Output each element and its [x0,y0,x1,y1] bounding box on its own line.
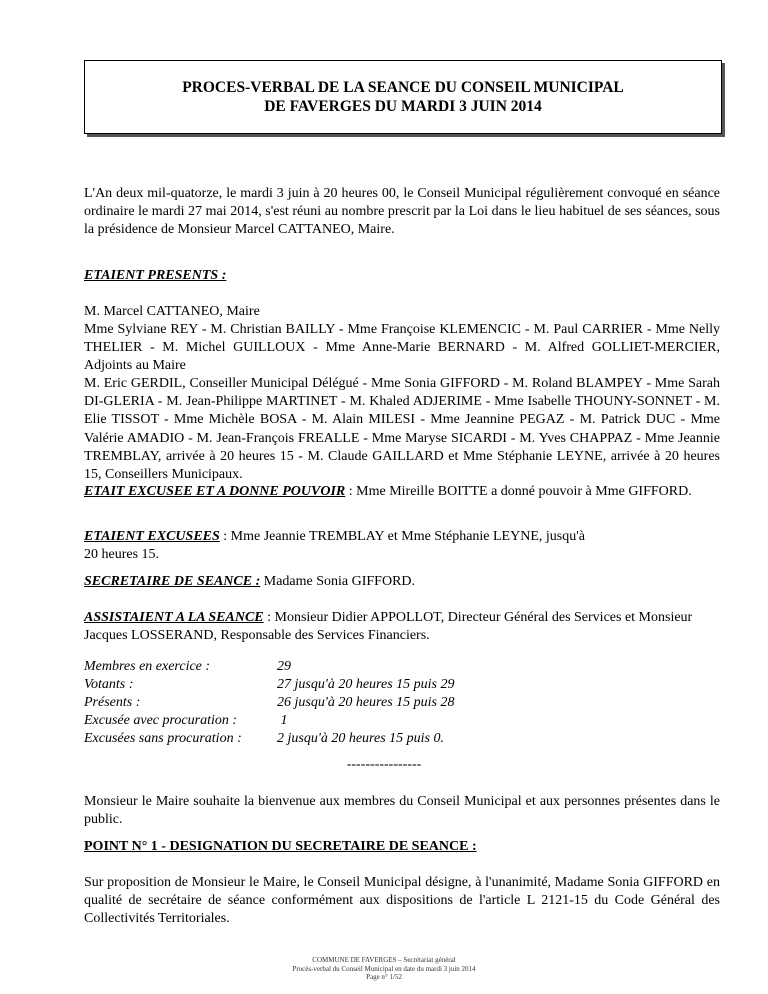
stats-row [84,676,454,694]
section-separator: ---------------- [346,757,422,772]
footer-line-1: COMMUNE DE FAVERGES – Secrétariat général [312,956,456,964]
stats-row [84,658,454,676]
presents-conseillers: M. Eric GERDIL, Conseiller Municipal Délégué - Mme Sonia GIFFORD - M. Roland BLAMPEY - Mme Sarah DI-GLERIA - M. Jean-Philippe MARTINET - M. Khaled ADJERIME - Mme Isabelle THOUNY-SONNET - M. Elie TISSOT - Mme Michèle BOSA - M. Alain MILESI - Mme Jeannine PEGAZ - M. Patrick DUC - Mme Valérie AMADIO - M. Jean-François FREALLE - Mme Maryse SICARDI - M. Yves CHAPPAZ - Mme Jeannie TREMBLAY, arrivée à 20 heures 15 - M. Claude GAILLARD et Mme Stéphanie LEYNE, arrivée à 20 heures 15, Conseillers Municipaux. [84,376,720,483]
stats-value: 29 [277,659,291,674]
excusee-pouvoir-paragraph [84,483,720,501]
point1-paragraph: Sur proposition de Monsieur le Maire, le Conseil Municipal désigne, à l'unanimité, Madame Sonia GIFFORD en qualité de secrétaire de séance conformément aux dispositions de l'article L 2121-15 du Code Général des Collectivités Territoriales. [84,875,720,927]
point1-heading [84,838,720,856]
footer-page-number: Page n° 1/52 [366,973,402,981]
stats-row [84,730,454,748]
point1-heading-label: POINT N° 1 - DESIGNATION DU SECRETAIRE DE SEANCE : [84,839,477,854]
stats-row [84,712,454,730]
excusees-text-1: : Mme Jeannie TREMBLAY et Mme Stéphanie LEYNE, jusqu'à [219,529,585,544]
assistaient-paragraph [84,609,720,645]
stats-label: Membres en exercice : [84,659,211,674]
excusee-pouvoir-text: : Mme Mireille BOITTE a donné pouvoir à Mme GIFFORD. [345,484,692,499]
presents-maire: M. Marcel CATTANEO, Maire [84,304,260,319]
intro-paragraph: L'An deux mil-quatorze, le mardi 3 juin à 20 heures 00, le Conseil Municipal régulièrement convoqué en séance ordinaire le mardi 27 mai 2014, s'est réuni au nombre prescrit par la Loi dans le lieu habituel de ses séances, sous la présidence de Monsieur Marcel CATTANEO, Maire. [84,186,720,238]
bienvenue-paragraph: Monsieur le Maire souhaite la bienvenue aux membres du Conseil Municipal et aux personnes présentes dans le public. [84,794,720,828]
excusees-paragraph [84,528,720,564]
stats-row [84,694,454,712]
title-line-2: DE FAVERGES DU MARDI 3 JUIN 2014 [264,98,542,115]
members-stats [84,658,454,748]
presents-adjoints: Mme Sylviane REY - M. Christian BAILLY - Mme Françoise KLEMENCIC - M. Paul CARRIER - Mme Nelly THELIER - M. Michel GUILLOUX - Mme Anne-Marie BERNARD - M. Alfred GOLLIET-MERCIER, Adjoints au Maire [84,322,720,374]
assistaient-text: : Monsieur Didier APPOLLOT, Directeur Général des Services et Monsieur Jacques LOSSERAND, Responsable des Services Financiers. [84,610,693,644]
presents-heading [84,267,720,285]
assistaient-label: ASSISTAIENT A LA SEANCE [84,610,264,625]
stats-label: Votants : [84,677,134,692]
stats-value: 27 jusqu'à 20 heures 15 puis 29 [277,677,455,692]
title-box [84,60,722,134]
presents-heading-label: ETAIENT PRESENTS : [84,268,227,283]
page-footer [0,956,768,982]
title-line-1: PROCES-VERBAL DE LA SEANCE DU CONSEIL MUNICIPAL [182,79,624,96]
stats-value: 2 jusqu'à 20 heures 15 puis 0. [277,731,444,746]
excusees-text-2: 20 heures 15. [84,547,160,563]
stats-value: 26 jusqu'à 20 heures 15 puis 28 [277,695,455,710]
stats-label: Présents : [84,695,141,710]
stats-value: 1 [277,713,288,728]
excusees-label: ETAIENT EXCUSEES [84,529,220,544]
excusee-pouvoir-label: ETAIT EXCUSEE ET A DONNE POUVOIR [84,484,346,499]
secretaire-label: SECRETAIRE DE SEANCE : [84,574,261,589]
footer-line-2: Procès-verbal du Conseil Municipal en date du mardi 3 juin 2014 [292,964,476,973]
stats-label: Excusées sans procuration : [84,731,242,746]
secretaire-text: Madame Sonia GIFFORD. [260,574,416,589]
secretaire-paragraph [84,573,720,591]
stats-label: Excusée avec procuration : [84,713,238,728]
